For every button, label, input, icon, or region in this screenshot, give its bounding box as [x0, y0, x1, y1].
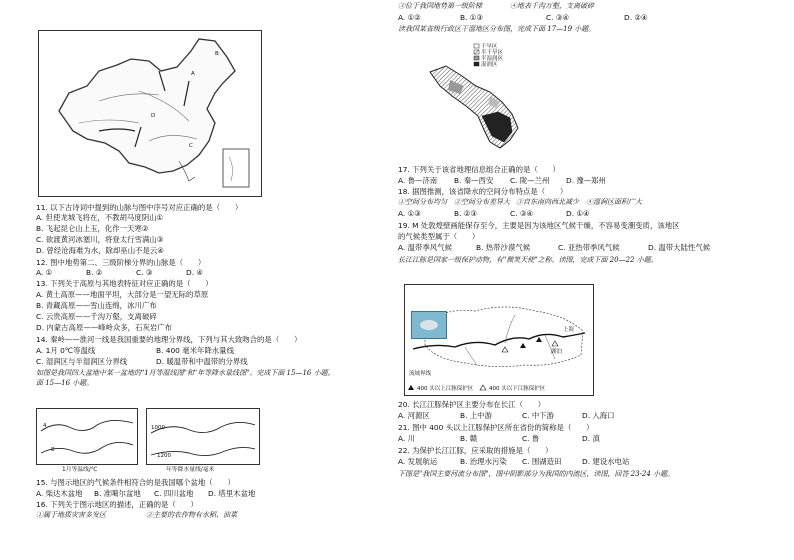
q15-option-c[interactable]: C. 四川盆地 [154, 489, 194, 498]
q17-option-d[interactable]: D. 豫—郑州 [566, 176, 606, 185]
gansu-map [420, 36, 560, 158]
q11-option-b[interactable]: B. 飞起昆仑山上玉，化作一天寒② [36, 224, 149, 233]
intro-17-19: 读我国某省级行政区干湿地区分布图，完成下面 17—19 小题。 [398, 25, 596, 33]
q15-stem: 15. 与图示地区的气候条件相符合的是我国哪个盆地（ ） [36, 478, 235, 487]
map-caption: 流域界线 [409, 371, 432, 377]
q22-option-c[interactable]: C. 围湖造田 [522, 457, 562, 466]
q22-option-b[interactable]: B. 治理水污染 [460, 457, 507, 466]
q21-option-a[interactable]: A. 川 [398, 434, 416, 443]
precip-label-1000: 1000 [151, 425, 165, 431]
map-legend-above-400: 400 头以上江豚保护区 [417, 386, 474, 392]
q15-option-d[interactable]: D. 塔里木盆地 [208, 489, 256, 498]
legend-arid: 干旱区 [481, 44, 498, 50]
q21-stem: 21. 图中 400 头以上江豚保护区所在省份的简称是（ ） [398, 423, 594, 432]
q22-option-d[interactable]: D. 建设水电站 [582, 457, 630, 466]
q16-option-a[interactable]: A. ①② [398, 13, 421, 22]
intro-23-24: 下图是"我国主要河流分布图"，图中阴影部分为我国的内流区，读图，回答 23-24 小题。 [398, 470, 675, 478]
isotherm-caption: 1月等温线/℃ [62, 467, 98, 473]
q12-option-a[interactable]: A. ① [36, 268, 53, 277]
intro-15-16-cont: 面 15—16 小题。 [36, 379, 94, 387]
legend-semi-humid: 半湿润区 [481, 56, 504, 62]
q12-option-d[interactable]: D. ④ [186, 268, 204, 277]
q12-option-c[interactable]: C. ③ [136, 268, 153, 277]
map-label-b: B [215, 51, 219, 57]
q18-statement-2: ②空间分布差异大 [454, 198, 510, 206]
map-label-d: D [151, 113, 156, 119]
q20-option-a[interactable]: A. 河源区 [398, 411, 430, 420]
q19-stem-cont: 的气候类型属于（ ） [398, 232, 480, 241]
precipitation-caption: 年等降水量线/毫米 [166, 467, 215, 473]
q22-stem: 22. 为保护长江江豚，应采取的措施是（ ） [398, 446, 553, 455]
q19-option-c[interactable]: C. 亚热带季风气候 [558, 243, 620, 252]
q13-option-c[interactable]: C. 云贵高原——千沟万壑，支离破碎 [36, 312, 157, 321]
q17-stem: 17. 下列关于该省地理信息组合正确的是（ ） [398, 165, 560, 174]
q22-option-a[interactable]: A. 发展航运 [398, 457, 438, 466]
map-legend-below-400: 400 头以下江豚保护区 [489, 386, 546, 392]
q18-option-a[interactable]: A. ①③ [398, 209, 421, 218]
q21-option-d[interactable]: D. 滇 [582, 434, 600, 443]
q20-option-d[interactable]: D. 入海口 [582, 411, 615, 420]
q13-option-a[interactable]: A. 黄土高原——地面平坦，大部分是一望无际的草原 [36, 290, 209, 299]
china-map [38, 30, 262, 197]
isotherm-chart [36, 408, 138, 465]
intro-20-22: 长江江豚是国家一级保护动物，有"微笑天使"之称。读图，完成下面 20—22 小题。 [398, 256, 658, 264]
map-label-a: A [191, 71, 195, 77]
q17-option-c[interactable]: C. 陇—兰州 [510, 176, 550, 185]
q16-option-b[interactable]: B. ①③ [460, 13, 484, 22]
q15-option-a[interactable]: A. 柴达木盆地 [36, 489, 83, 498]
q19-stem: 19. M 处敦煌壁画能保存至今，主要是因为该地区气候干燥，不容易变潮变质，该地区 [398, 221, 680, 230]
q18-stem: 18. 据图推测，该省降水的空间分布特点是（ ） [398, 187, 568, 196]
q15-option-b[interactable]: B. 准噶尔盆地 [94, 489, 141, 498]
q16-option-d[interactable]: D. ②④ [624, 13, 648, 22]
q18-statement-1: ①空间分布均匀 [398, 198, 447, 206]
q21-option-b[interactable]: B. 赣 [460, 434, 478, 443]
precipitation-chart [146, 408, 260, 465]
q11-option-d[interactable]: D. 曾经沧海难为水，除却巫山不是云④ [36, 246, 164, 255]
q20-option-c[interactable]: C. 中下游 [522, 411, 555, 420]
map-label-lake: 湖泊 [551, 349, 563, 355]
q16-statement-2: ②主要的农作物有水稻、油菜 [146, 511, 237, 519]
q19-option-d[interactable]: D. 温带大陆性气候 [648, 243, 711, 252]
q14-option-b[interactable]: B. 400 毫米年降水量线 [156, 346, 234, 355]
q18-statement-4: ④湿润区面积广大 [586, 198, 642, 206]
q12-stem: 12. 图中地势第二、三级阶梯分界的山脉是（ ） [36, 258, 206, 267]
q13-option-d[interactable]: D. 内蒙古高原——峰岭众多，石灰岩广布 [36, 323, 173, 332]
q18-statement-3: ③自东南向西北减少 [516, 198, 579, 206]
precip-label-1200: 1200 [157, 453, 171, 459]
q19-option-b[interactable]: B. 热带沙漠气候 [476, 243, 531, 252]
q13-stem: 13. 下列关于高原与其地表特征对应正确的是（ ） [36, 279, 213, 288]
isotherm-label-8: 8 [51, 447, 55, 453]
q11-stem: 11. 以下古诗词中提到的山脉与图中序号对应正确的是（ ） [36, 203, 243, 212]
yangtze-map [404, 284, 594, 396]
q17-option-a[interactable]: A. 鲁—济南 [398, 176, 438, 185]
yangtze-map-svg [405, 285, 593, 395]
intro-15-16: 如图是我国四大盆地中某一盆地的"1月等温线图"和"年等降水量线图"。完成下面 15—16 小题。 [36, 369, 335, 377]
q11-option-a[interactable]: A. 但使龙城飞将在，不教胡马度阴山① [36, 213, 164, 222]
q19-option-a[interactable]: A. 温带季风气候 [398, 243, 452, 252]
q21-option-c[interactable]: C. 鲁 [522, 434, 540, 443]
q20-stem: 20. 长江江豚保护区主要分布在长江（ ） [398, 400, 546, 409]
dolphin-photo [411, 311, 447, 339]
q16-statement-4: ④地表千沟万壑，支离破碎 [510, 2, 594, 10]
q14-option-a[interactable]: A. 1月 0℃等温线 [36, 346, 96, 355]
map-label-c: C [189, 143, 193, 149]
isotherm-label-4: 4 [43, 423, 47, 429]
q14-option-c[interactable]: C. 湿润区与半湿润区分界线 [36, 357, 128, 366]
q11-option-c[interactable]: C. 欲渡黄河冰塞川，将登太行雪满山③ [36, 235, 164, 244]
q16-statement-3: ③位于我国地势第一级阶梯 [398, 2, 482, 10]
q16-statement-1: ①属于地质灾害多发区 [36, 511, 106, 519]
q14-option-d[interactable]: D. 暖温带和中温带的分界线 [156, 357, 248, 366]
q12-option-b[interactable]: B. ② [86, 268, 103, 277]
q20-option-b[interactable]: B. 上中游 [460, 411, 492, 420]
legend-semi-arid: 半干旱区 [481, 50, 504, 56]
q14-stem: 14. 秦岭——淮河一线是我国重要的地理分界线，下列与其大致吻合的是（ ） [36, 335, 302, 344]
china-map-svg [39, 31, 261, 196]
q16-stem: 16. 下列关于图示地区的描述，正确的是（ ） [36, 500, 198, 509]
q13-option-b[interactable]: B. 青藏高原——雪山连绵，冰川广布 [36, 301, 157, 310]
legend-humid: 湿润区 [481, 62, 498, 68]
q18-option-b[interactable]: B. ②③ [454, 209, 478, 218]
q18-option-c[interactable]: C. ③④ [510, 209, 534, 218]
map-label-shanghai: 上海 [563, 327, 575, 333]
q17-option-b[interactable]: B. 秦—西安 [454, 176, 494, 185]
q16-option-c[interactable]: C. ③④ [546, 13, 570, 22]
q18-option-d[interactable]: D. ①④ [566, 209, 590, 218]
